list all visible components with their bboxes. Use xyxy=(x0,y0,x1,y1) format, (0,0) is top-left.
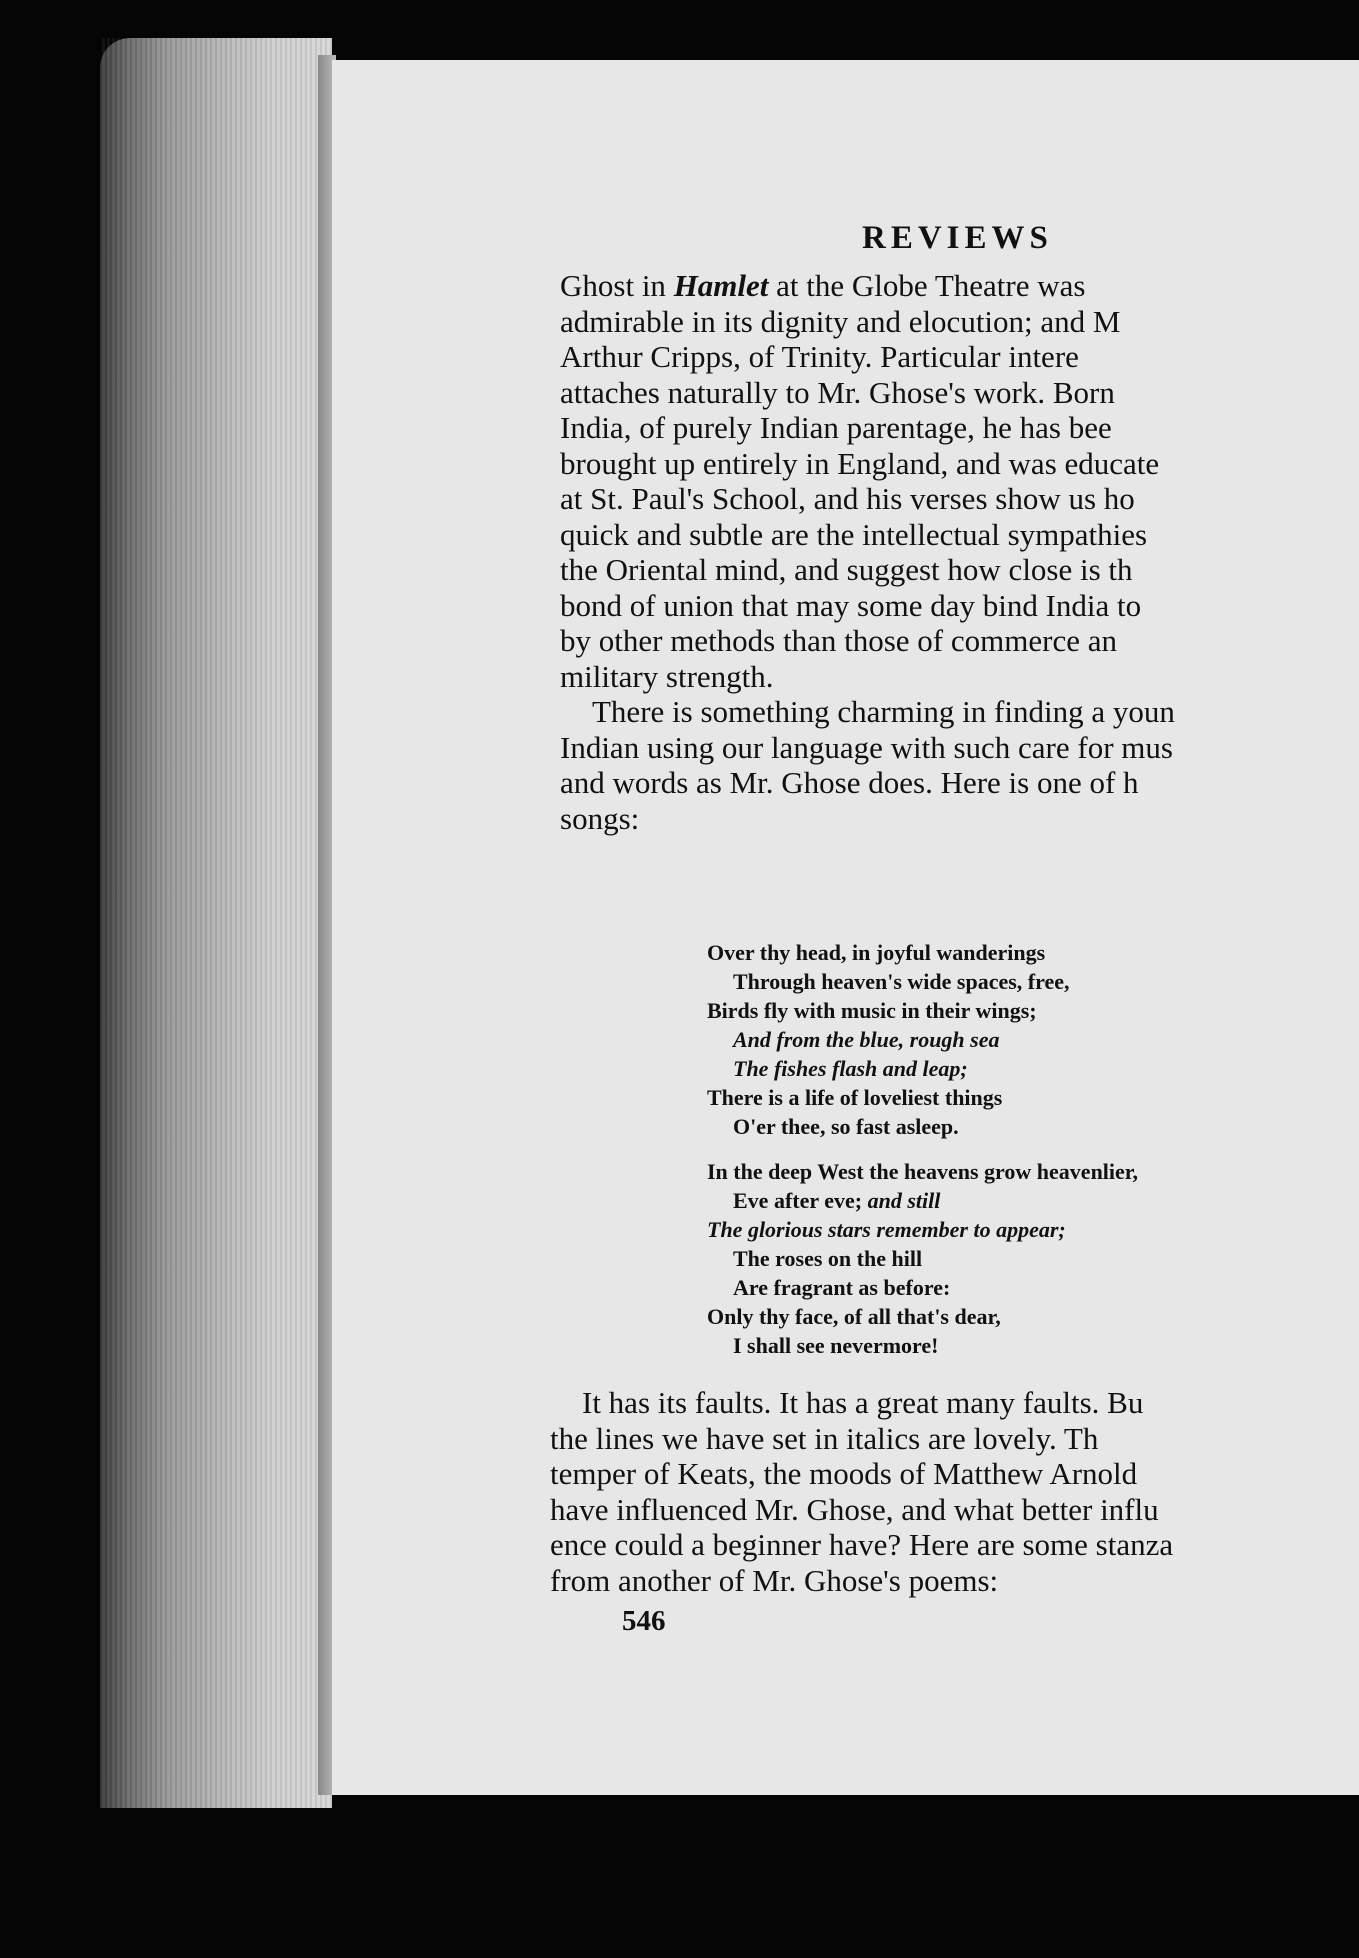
poem-block xyxy=(707,938,1359,1360)
page-number: 546 xyxy=(622,1605,666,1637)
verse-line: O'er thee, so fast asleep. xyxy=(733,1114,959,1139)
text-line: bond of union that may some day bind India to xyxy=(560,587,1142,623)
verse-line: I shall see nevermore! xyxy=(733,1333,939,1358)
text-line: Indian using our language with such care for mus xyxy=(560,729,1173,765)
verse-line: Through heaven's wide spaces, free, xyxy=(733,969,1070,994)
italic-phrase: and still xyxy=(867,1188,941,1213)
text-line: by other methods than those of commerce an xyxy=(560,623,1117,658)
text-line: temper of Keats, the moods of Matthew Arnold xyxy=(550,1456,1138,1491)
verse-line: The glorious stars remember to appear; xyxy=(707,1217,1066,1242)
verse-line: The fishes flash and leap; xyxy=(733,1056,968,1081)
text-line: the lines we have set in italics are lovely. Th xyxy=(550,1420,1099,1456)
text-line: the Oriental mind, and suggest how close is th xyxy=(560,552,1133,587)
book-page xyxy=(332,60,1359,1795)
text-line: songs: xyxy=(560,800,640,836)
verse-line: Are fragrant as before: xyxy=(733,1275,951,1300)
verse-line: There is a life of loveliest things xyxy=(707,1085,1003,1110)
paragraph-3 xyxy=(550,1385,1359,1598)
verse-line: And from the blue, rough sea xyxy=(733,1027,1000,1052)
text-line: Ghost in Hamlet at the Globe Theatre was xyxy=(560,268,1086,303)
text-line: There is something charming in finding a youn xyxy=(592,694,1175,729)
text-line: from another of Mr. Ghose's poems: xyxy=(550,1562,999,1598)
text-line: and words as Mr. Ghose does. Here is one of h xyxy=(560,765,1139,800)
running-head: REVIEWS xyxy=(862,220,1053,256)
text-line: Arthur Cripps, of Trinity. Particular intere xyxy=(560,339,1079,374)
stanza-break xyxy=(707,1141,1359,1157)
text-line: ence could a beginner have? Here are some stanza xyxy=(550,1527,1174,1562)
text-line: quick and subtle are the intellectual sympathies xyxy=(560,516,1148,552)
text-line: brought up entirely in England, and was educate xyxy=(560,445,1160,481)
text-line: attaches naturally to Mr. Ghose's work. Born xyxy=(560,374,1115,410)
text-line: military strength. xyxy=(560,658,774,694)
text-line: have influenced Mr. Ghose, and what better influ xyxy=(550,1491,1159,1527)
verse-line: Only thy face, of all that's dear, xyxy=(707,1304,1001,1329)
verse-line: Over thy head, in joyful wanderings xyxy=(707,940,1046,965)
text-line: admirable in its dignity and elocution; and M xyxy=(560,303,1121,339)
text-line: India, of purely Indian parentage, he has bee xyxy=(560,410,1112,445)
book-spine-edge xyxy=(100,38,332,1808)
text-line: at St. Paul's School, and his verses show us ho xyxy=(560,481,1135,516)
verse-line: Eve after eve; and still xyxy=(733,1188,941,1213)
verse-line: Birds fly with music in their wings; xyxy=(707,998,1037,1023)
verse-line: The roses on the hill xyxy=(733,1246,923,1271)
paragraph-1 xyxy=(560,268,1359,836)
text-line: It has its faults. It has a great many faults. Bu xyxy=(582,1385,1144,1420)
verse-line: In the deep West the heavens grow heavenlier, xyxy=(707,1159,1139,1184)
italic-phrase: Hamlet xyxy=(673,268,769,303)
